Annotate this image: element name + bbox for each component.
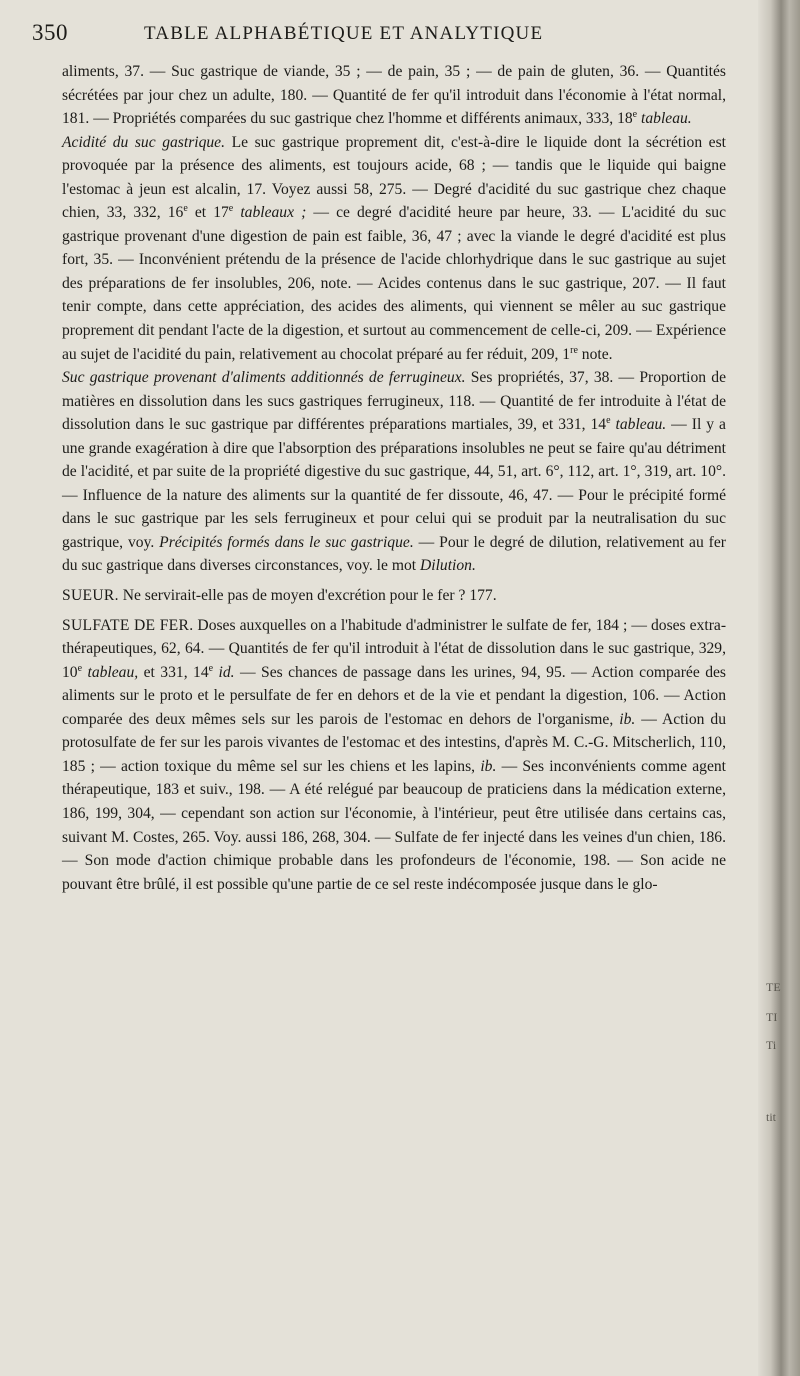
italic-run: Suc gastrique provenant d'aliments additionnés de ferrugineux. [62, 369, 466, 387]
edge-marks [766, 0, 786, 1376]
index-entry [62, 131, 726, 366]
text-run: — Pour le degré de dilution, relativement au fer du suc gastrique dans diverses circonstances, voy. le mot [62, 533, 726, 575]
text-run: — Action du protosulfate de fer sur les parois vivantes de l'estomac et des intestins, d'après M. C.-G. Mitscherlich, 110, 185 ; — action toxique du même sel sur les chiens et les lapins, [62, 710, 726, 775]
text-run: et 17 [187, 204, 229, 222]
italic-run: Acidité du suc gastrique. [62, 133, 226, 151]
text-run: Le suc gastrique proprement dit, c'est-à-dire le liquide dont la sécrétion est provoquée par la présence des aliments, est toujours acide, 68 ; — tandis que le liquide qui baigne l'estomac à jeun est alcalin, 17. Voyez aussi 58, 275. — Degré d'acidité du suc gastrique chez chaque chien, 33, 332, 16 [62, 133, 727, 222]
text-run: — ce degré d'acidité heure par heure, 33. — L'acidité du suc gastrique provenant d'une digestion de pain est faible, 36, 47 ; avec la viande le degré d'acidité est plus fort, 35. — Inconvénient prétendu de la présence de l'acide chlorhydrique dans le suc gastrique au sujet des préparations de fer insolubles, 206, note. — Acides contenus dans le suc gastrique, 207. — Il faut tenir compte, dans cette appréciation, des acides des aliments, qui viennent se mêler au suc gastrique proprement dit pendant l'acte de la digestion, et surtout au commencement de celle-ci, 209. — Expérience au sujet de l'acidité du pain, relativement au chocolat préparé au fer réduit, 209, 1 [62, 204, 726, 363]
index-entry [62, 60, 726, 131]
text-run: note. [577, 345, 613, 363]
text-run: Ses propriétés, 37, 38. — Proportion de matières en dissolution dans les sucs gastriques ferrugineux, 118. — Quantité de fer introduite à l'état de dissolution dans le suc gastrique par différentes préparations martiales, 39, et 331, 14 [62, 369, 727, 434]
italic-run: tableaux ; [233, 204, 307, 222]
adjacent-page-edge [758, 0, 800, 1376]
superscript: e [77, 662, 83, 674]
superscript: e [228, 203, 234, 215]
edge-mark: Ti [766, 1038, 777, 1052]
text-run: et 331, 14 [138, 663, 209, 681]
superscript: e [606, 415, 611, 427]
index-entry [62, 584, 726, 608]
italic-run: tableau. [637, 110, 692, 128]
edge-mark: TI [766, 1010, 778, 1024]
italic-run: tableau. [610, 416, 667, 434]
text-run: — Ses chances de passage dans les urines, 94, 95. — Action comparée des aliments sur le proto et le persulfate de fer en dehors et de la vie et pendant la digestion, 106. — Action comparée des deux mêmes sels sur les parois de l'estomac en dehors de l'organisme, [62, 663, 726, 728]
index-entry [62, 614, 726, 897]
running-title: TABLE ALPHABÉTIQUE ET ANALYTIQUE [144, 23, 544, 44]
italic-run: tableau, [82, 663, 139, 681]
edge-mark: TE [766, 980, 781, 994]
text-run: — Ses inconvénients comme agent thérapeutique, 183 et suiv., 198. — A été relégué par beaucoup de praticiens dans la médication externe, 186, 199, 304, — cependant son action sur l'économie, à l'intérieur, peut être utilisée dans certains cas, suivant M. Costes, 265. Voy. aussi 186, 268, 304. — Sulfate de fer injecté dans les veines d'un chien, 186. — Son mode d'action chimique probable dans les profondeurs de l'économie, 198. — Son acide ne pouvant être brûlé, il est possible qu'une partie de ce sel reste indécomposée jusque dans le glo- [62, 757, 727, 893]
headword: SULFATE DE FER. [62, 616, 194, 634]
text-run: Doses auxquelles on a l'habitude d'administrer le sulfate de fer, 184 ; — doses extra-thérapeutiques, 62, 64. — Quantités de fer qu'il introduit à l'état de dissolution dans le suc gastrique, 329, 10 [62, 616, 727, 681]
index-entry [62, 366, 726, 578]
superscript: re [570, 344, 578, 356]
text-run: aliments, 37. — Suc gastrique de viande, 35 ; — de pain, 35 ; — de pain de gluten, 36. — Quantités sécrétées par jour chez un adulte, 180. — Quantité de fer qu'il introduit dans l'économie à l'état normal, 181. — Propriétés comparées du suc gastrique chez l'homme et différents animaux, 333, 18 [62, 63, 726, 128]
superscript: e [208, 662, 214, 674]
superscript: e [183, 203, 188, 215]
italic-run: Dilution. [420, 557, 476, 575]
italic-run: Précipités formés dans le suc gastrique. [159, 533, 414, 551]
italic-run: ib. [619, 710, 636, 728]
superscript: e [632, 108, 638, 120]
text-run: — Il y a une grande exagération à dire que l'absorption des préparations insolubles ne peut se faire qu'au détriment de l'acidité, et par suite de la propriété digestive du suc gastrique, 44, 51, art. 6°, 112, art. 1°, 319, art. 10°. — Influence de la nature des aliments sur la quantité de fer dissoute, 46, 47. — Pour le précipité formé dans le suc gastrique par les sels ferrugineux et pour celui qui se produit par la neutralisation du suc gastrique, voy. [62, 416, 726, 551]
italic-run: ib. [480, 757, 497, 775]
page-header [32, 20, 732, 48]
index-text [62, 60, 726, 896]
text-run: Ne servirait-elle pas de moyen d'excrétion pour le fer ? 177. [118, 587, 497, 605]
italic-run: id. [213, 663, 235, 681]
page-number: 350 [32, 20, 68, 45]
headword: SUEUR. [62, 587, 119, 605]
edge-mark: tit [766, 1110, 777, 1124]
